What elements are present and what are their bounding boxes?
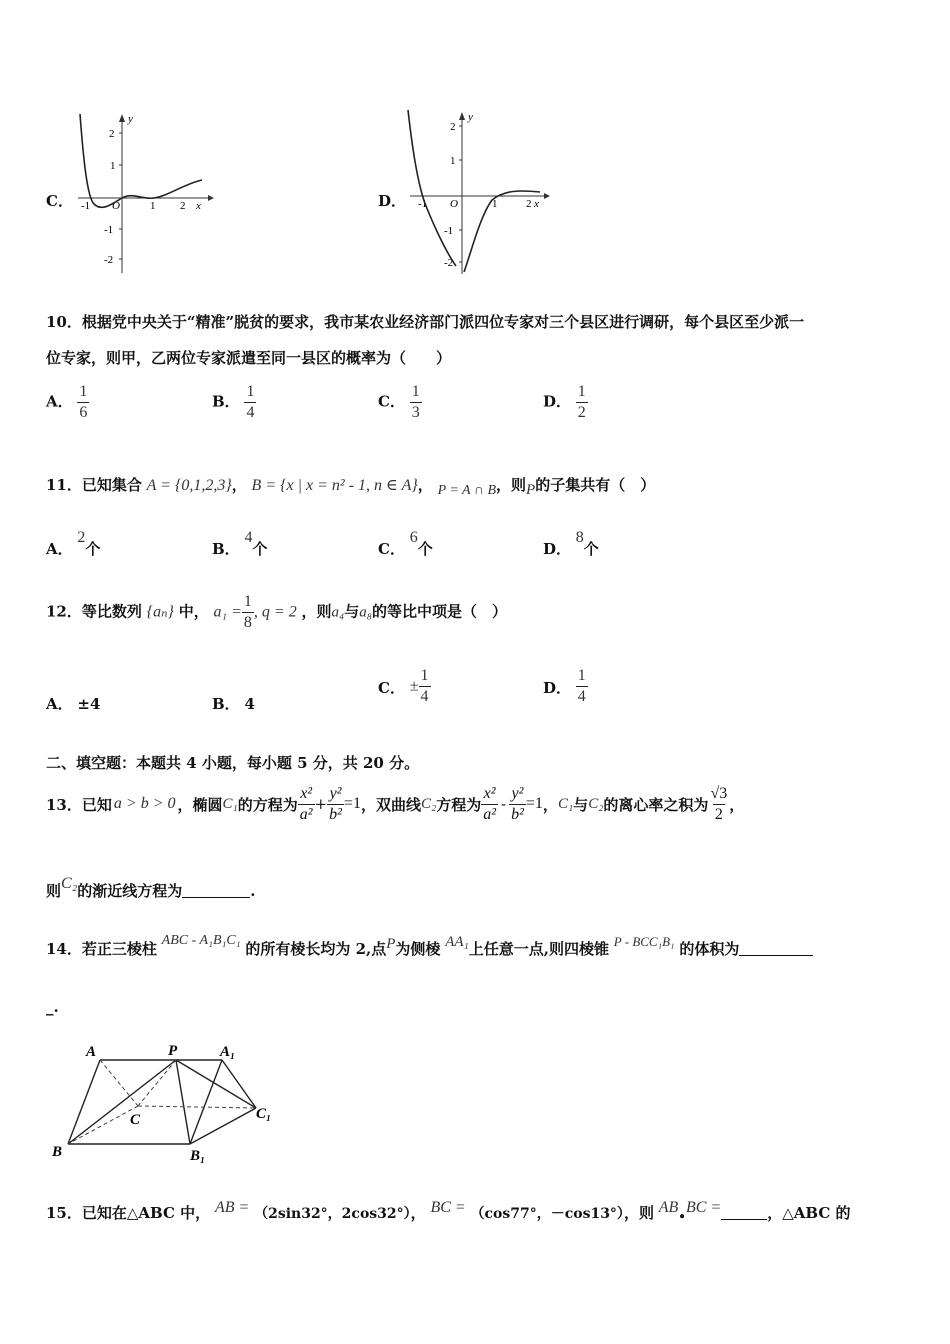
question-14: 14．若正三棱柱 ABC - A₁B₁C₁ 的所有棱长均为 2,点P为侧棱 AA₁上任意一点,则四棱锥 P - BCC₁B₁ 的体积为 [46,938,813,959]
q11-option-c: C． 6个 [378,529,433,558]
axis-y-label: y [128,113,133,125]
q12-option-d: D． $\frac{1}{4}$ [543,667,586,705]
label-b1: B₁ [190,1148,206,1164]
prism-figure [48,1040,288,1168]
sequence: {aₙ} [146,603,174,621]
function-curve-c [80,114,202,207]
section-2-heading: 二、填空题：本题共 4 小题，每小题 5 分，共 20 分。 [46,754,420,772]
question-12: 12．等比数列 {aₙ} 中， a₁ = $\frac{1}{8}$ , q = 2 ，则a₄与a₈的等比中项是（ ） [46,593,507,631]
q11-option-b: B． 4个 [212,529,268,558]
axis-x-label: x [196,200,201,212]
label-a: A [86,1044,97,1060]
question-13-line2: 则C₂的渐近线方程为 . [46,875,256,900]
tick-y-neg1: -1 [104,224,114,236]
tick-x-2: 2 [180,200,186,212]
q10-option-c: C． $\frac{1}{3}$ [378,383,420,421]
q13-answer-blank[interactable] [182,897,250,898]
label-b: B [52,1144,63,1160]
tick-y-1: 1 [110,160,116,172]
q12-option-a: A． ±4 [46,695,101,713]
tick-y-neg1: -1 [444,225,454,237]
tick-y-2: 2 [109,128,115,140]
question-15: 15．已知在△ABC 中， AB = （2sin32°，2cos32°）， BC = （cos77°，－cos13°），则 AB.BC = ，△ABC 的 [46,1198,851,1224]
q10-option-b: B． $\frac{1}{4}$ [212,383,255,421]
label-c1: C₁ [256,1106,272,1122]
q11-option-d: D． 8个 [543,529,599,558]
option-c-label: C． [46,192,73,210]
q11-option-a: A． 2个 [46,529,101,558]
tick-x-neg1: -1 [418,198,428,210]
tick-x-1: 1 [492,198,498,210]
label-c: C [130,1112,141,1128]
set-p: P = A ∩ B [437,483,497,498]
q14-continuation: _. [46,998,59,1016]
tick-y-neg2: -2 [104,254,114,266]
y-axis-arrow [459,112,465,120]
tick-y-1: 1 [450,155,456,167]
q10-option-d: D． $\frac{1}{2}$ [543,383,586,421]
function-curve-d-left [408,110,456,266]
origin-label: O [112,200,120,212]
question-13: 13． 已知 a > b > 0 ，椭圆 C₁ 的方程为 $\frac{\text{x²}}{\text{a²}}$ + $\frac{\text{y²}}{\text{b²}}$ =1 ，双曲线 C₂ 方程为 $\frac{\text{x²}}{\text{a²}}$ - $\frac{\text{y²}}{\text{b²}}$ =1 ， C₁ 与 C₂ 的离心率之积为 $\frac{√3}{2}$ ， [46,784,745,823]
x-axis-arrow [544,193,550,199]
tick-y-2: 2 [450,121,456,133]
origin-label: O [450,198,458,210]
q10-option-a: A． $\frac{1}{6}$ [46,383,88,421]
axis-y-label: y [468,111,473,123]
q12-option-c: C． ± $\frac{1}{4}$ [378,667,429,705]
tick-x-2: 2 [526,198,532,210]
set-b: B = {x | x = n² - 1, n ∈ A} [251,477,418,494]
q10-line1: 根据党中央关于“精准”脱贫的要求，我市某农业经济部门派四位专家对三个县区进行调研，每个县区至少派一 [81,313,805,331]
x-axis-arrow [208,195,214,201]
q10-number: 10． [46,313,82,331]
question-10 [46,311,804,332]
y-axis-arrow [119,114,125,122]
q12-option-b: B． 4 [212,695,255,713]
graph-option-d [400,106,555,278]
question-11: 11．已知集合 A = {0,1,2,3}， B = {x | x = n² - 1, n ∈ A}， P = A ∩ B，则P的子集共有（ ） [46,476,656,498]
tick-y-neg2: -2 [444,257,454,269]
axis-x-label: x [534,198,539,210]
q10-line2: 位专家，则甲，乙两位专家派遣至同一县区的概率为（ ） [46,349,452,367]
q15-answer-blank[interactable] [721,1219,767,1220]
option-d-label: D． [378,192,407,210]
tick-x-neg1: -1 [81,200,91,212]
graph-option-c [68,108,218,278]
q14-answer-blank[interactable] [739,955,813,956]
label-a1: A₁ [220,1044,236,1060]
label-p: P [168,1043,178,1059]
set-a: A = {0,1,2,3} [146,477,232,494]
tick-x-1: 1 [150,200,156,212]
